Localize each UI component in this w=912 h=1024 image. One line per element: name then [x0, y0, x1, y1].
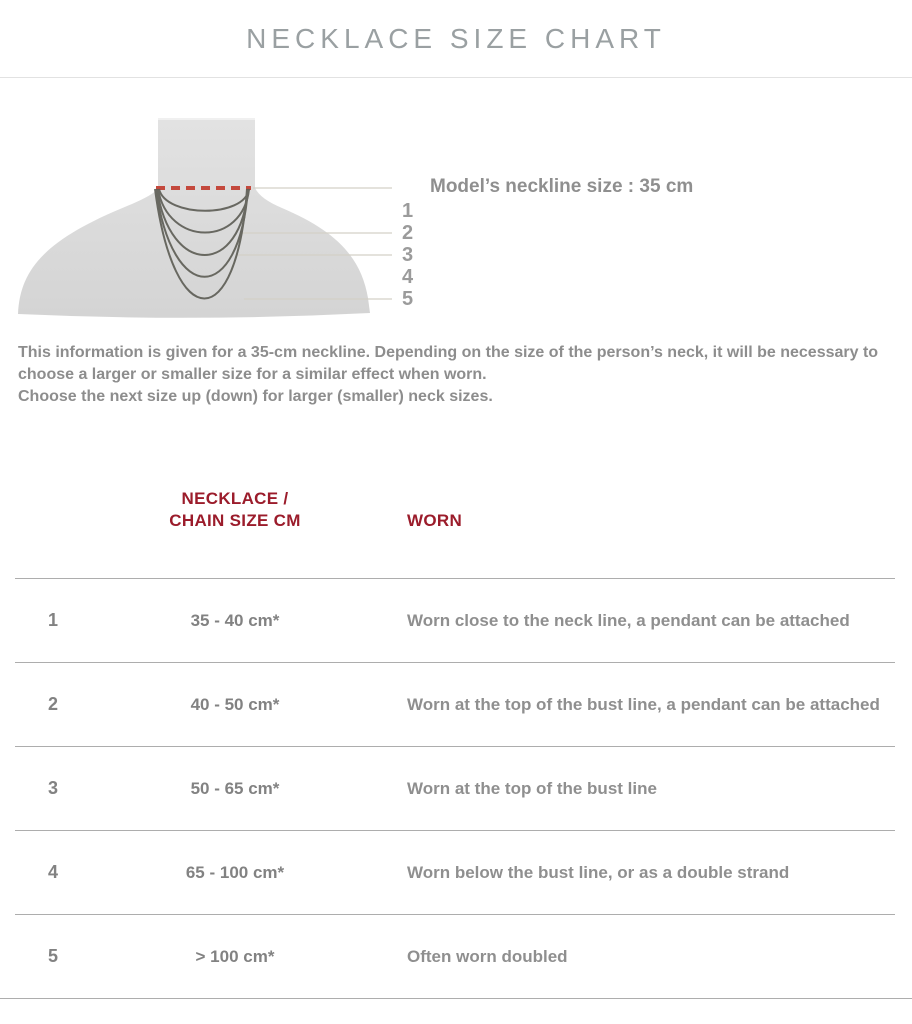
table-row	[15, 746, 895, 830]
row-worn: Worn at the top of the bust line, a pendant can be attached	[407, 694, 880, 714]
table-header-row	[15, 488, 895, 578]
header-size-line2: CHAIN SIZE CM	[169, 511, 301, 530]
row-size: > 100 cm*	[195, 946, 275, 966]
table-row	[15, 662, 895, 746]
row-worn: Often worn doubled	[407, 946, 568, 966]
intro-line-1: This information is given for a 35-cm neckline. Depending on the size of the person’s neck, it will be necessary to choose a larger or smaller size for a similar effect when worn.	[18, 344, 879, 383]
row-worn: Worn at the top of the bust line	[407, 778, 657, 798]
header-size-line1: NECKLACE /	[181, 489, 289, 508]
figure-label-5: 5	[402, 288, 414, 310]
size-table	[0, 488, 912, 999]
figure-label-1: 1	[402, 200, 414, 222]
row-size: 50 - 65 cm*	[190, 778, 280, 798]
table-row	[15, 830, 895, 914]
necklace-illustration	[0, 100, 912, 330]
row-number: 3	[48, 778, 59, 798]
row-size: 35 - 40 cm*	[190, 610, 280, 630]
table-row	[15, 914, 895, 998]
header-spacer	[15, 488, 85, 532]
row-worn: Worn below the bust line, or as a double strand	[407, 862, 790, 882]
row-size: 40 - 50 cm*	[190, 694, 280, 714]
intro-text	[18, 342, 888, 408]
header-size-column	[85, 488, 385, 532]
header-worn-column: WORN	[407, 511, 463, 530]
page-header	[0, 0, 912, 78]
figure-label-2: 2	[402, 222, 414, 244]
table-body	[0, 578, 912, 999]
figure-label-4: 4	[402, 266, 414, 288]
row-number: 4	[48, 862, 59, 882]
page-title: NECKLACE SIZE CHART	[246, 22, 666, 54]
shoulders-silhouette	[18, 120, 370, 318]
row-worn: Worn close to the neck line, a pendant can be attached	[407, 610, 850, 630]
table-row	[15, 578, 895, 662]
model-neckline-label: Model’s neckline size : 35 cm	[430, 176, 694, 197]
figure-label-3: 3	[402, 244, 414, 266]
row-number: 2	[48, 694, 59, 714]
row-number: 1	[48, 610, 59, 630]
necklace-figure	[0, 100, 912, 330]
row-number: 5	[48, 946, 59, 966]
row-size: 65 - 100 cm*	[185, 862, 285, 882]
intro-line-2: Choose the next size up (down) for larger (smaller) neck sizes.	[18, 388, 493, 405]
